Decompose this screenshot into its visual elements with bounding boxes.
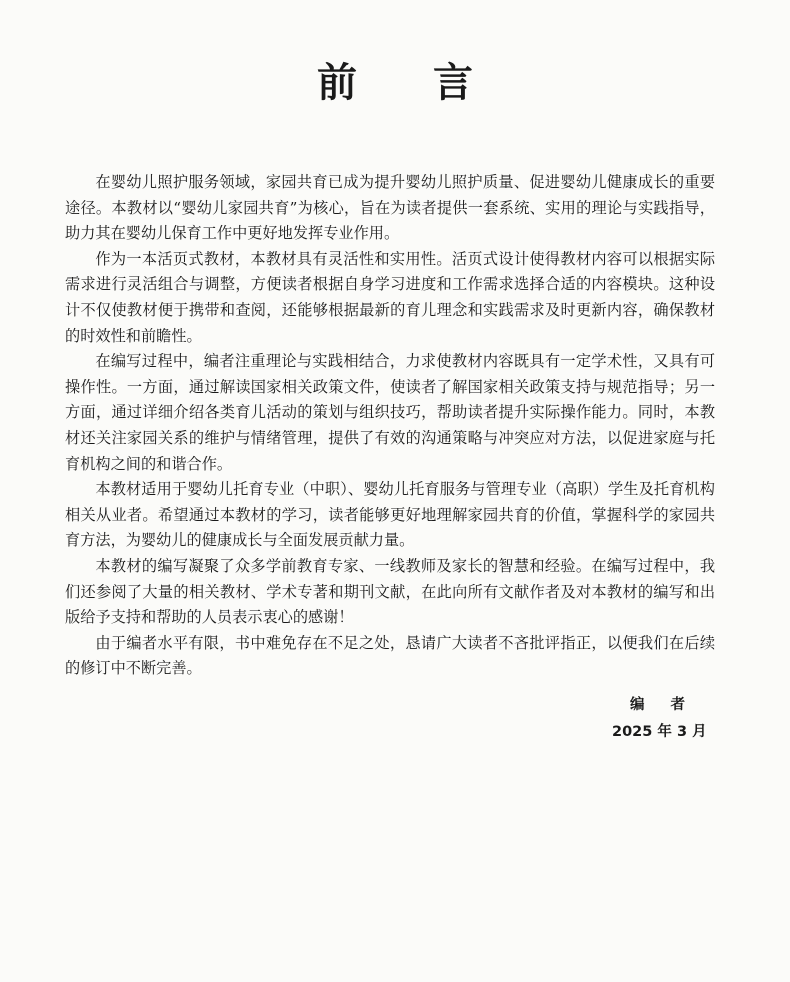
paragraph: 本教材适用于婴幼儿托育专业（中职）、婴幼儿托育服务与管理专业（高职）学生及托育机构相关从业者。希望通过本教材的学习，读者能够更好地理解家园共育的价值，掌握科学的家园共育方法，为婴幼儿的健康成长与全面发展贡献力量。 [65,480,715,550]
paragraph: 在婴幼儿照护服务领域，家园共育已成为提升婴幼儿照护质量、促进婴幼儿健康成长的重要途径。本教材以“婴幼儿家园共育”为核心，旨在为读者提供一套系统、实用的理论与实践指导，助力其在婴幼儿保育工作中更好地发挥专业作用。 [65,173,715,243]
signature-author [630,695,711,715]
paragraph: 在编写过程中，编者注重理论与实践相结合，力求使教材内容既具有一定学术性，又具有可操作性。一方面，通过解读国家相关政策文件，使读者了解国家相关政策支持与规范指导；另一方面，通过详细介绍各类育儿活动的策划与组织技巧，帮助读者提升实际操作能力。同时，本教材还关注家园关系的维护与情绪管理，提供了有效的沟通策略与冲突应对方法，以促进家庭与托育机构之间的和谐合作。 [65,352,715,473]
paragraph: 作为一本活页式教材，本教材具有灵活性和实用性。活页式设计使得教材内容可以根据实际需求进行灵活组合与调整，方便读者根据自身学习进度和工作需求选择合适的内容模块。这种设计不仅使教材便于携带和查阅，还能够根据最新的育儿理念和实践需求及时更新内容，确保教材的时效性和前瞻性。 [65,249,715,345]
paragraph: 由于编者水平有限，书中难免存在不足之处，恳请广大读者不吝批评指正，以便我们在后续的修订中不断完善。 [65,633,715,678]
paragraph: 本教材的编写凝聚了众多学前教育专家、一线教师及家长的智慧和经验。在编写过程中，我们还参阅了大量的相关教材、学术专著和期刊文献，在此向所有文献作者及对本教材的编写和出版给予支持和帮助的人员表示衷心的感谢！ [65,556,715,627]
author-label: 编者 [630,697,711,713]
title-char-1: 前 [317,60,357,106]
title-char-2: 言 [433,60,473,106]
page-title [0,58,790,108]
preface-body [65,170,715,682]
signature-date: 2025 年 3 月 [612,724,707,740]
